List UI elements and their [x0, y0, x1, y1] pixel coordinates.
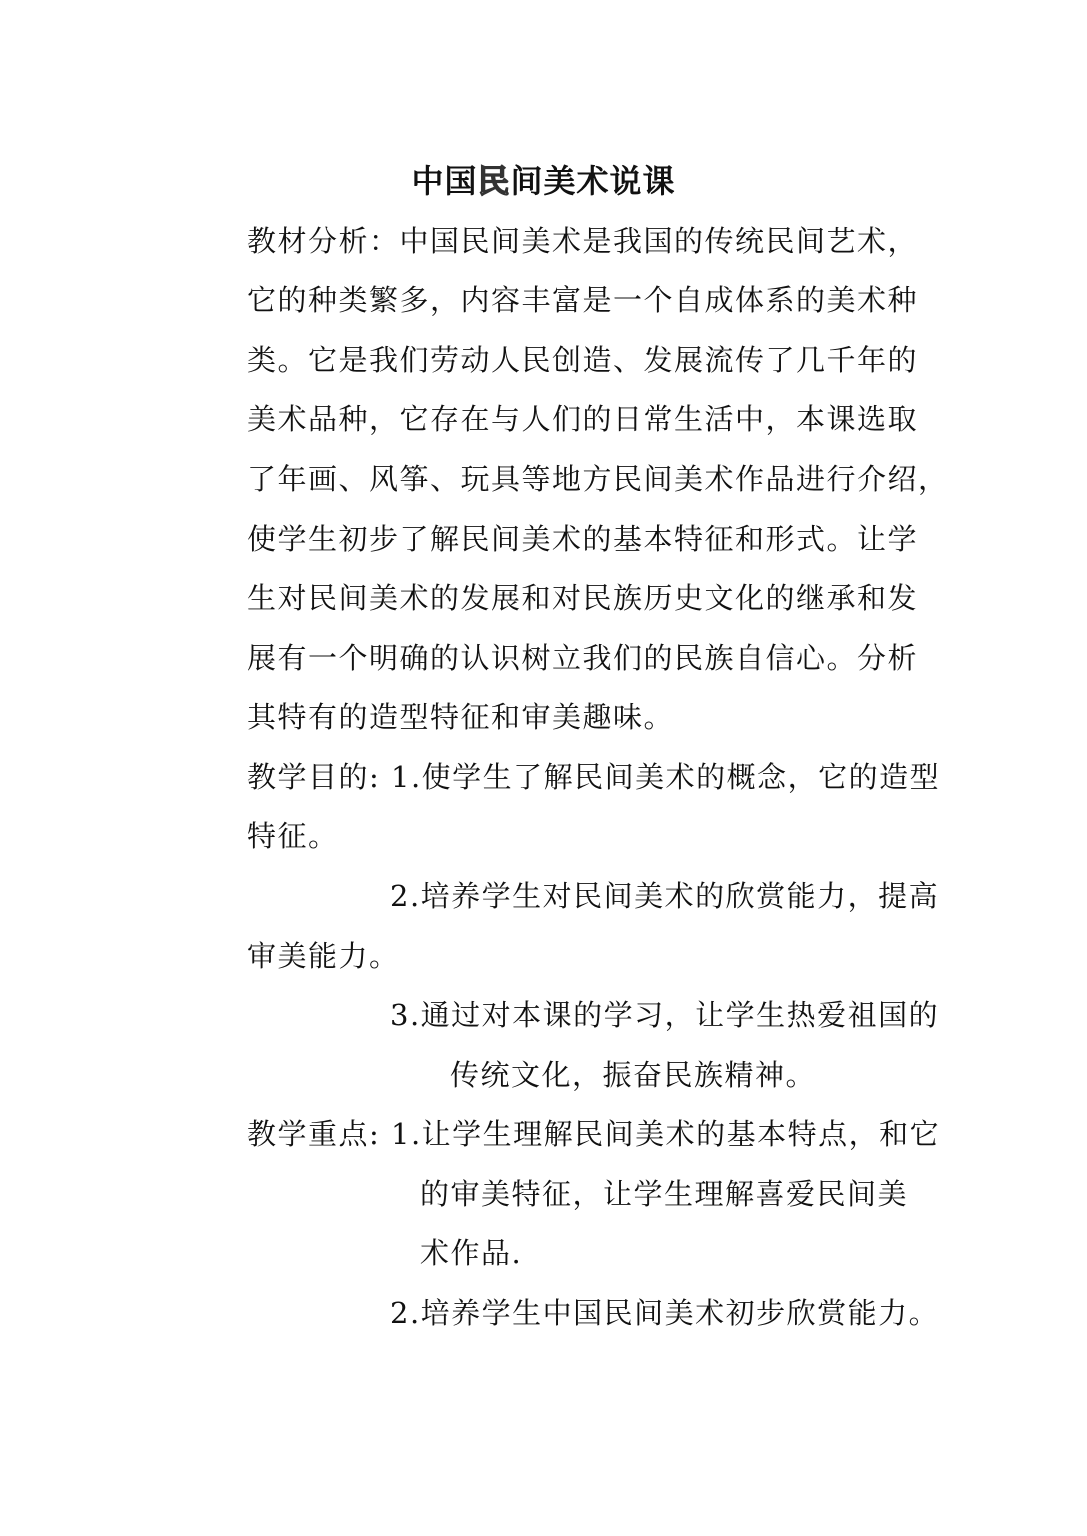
text-line-5: 了年画、风筝、玩具等地方民间美术作品进行介绍，: [247, 462, 949, 496]
document-title: [0, 154, 1087, 208]
text-line-2: 它的种类繁多，内容丰富是一个自成体系的美术种: [247, 283, 919, 317]
title-text-part1: 中国: [411, 162, 478, 200]
text-line-17: 的审美特征，让学生理解喜爱民间美: [420, 1177, 909, 1211]
text-line-1: 教材分析：中国民间美术是我国的传统民间艺术，: [247, 224, 919, 258]
title-text-part3: 间美术说课: [510, 162, 676, 200]
text-line-10: 教学目的: 1.使学生了解民间美术的概念，它的造型: [247, 760, 941, 794]
text-line-14: 3.通过对本课的学习，让学生热爱祖国的: [390, 998, 940, 1032]
text-line-4: 美术品种，它存在与人们的日常生活中，本课选取: [247, 402, 919, 436]
text-line-19: 2.培养学生中国民间美术初步欣赏能力。: [390, 1296, 940, 1330]
text-line-15: 传统文化，振奋民族精神。: [450, 1058, 817, 1092]
text-line-6: 使学生初步了解民间美术的基本特征和形式。让学: [247, 522, 919, 556]
text-line-16: 教学重点: 1.让学生理解民间美术的基本特点，和它: [247, 1117, 941, 1151]
text-line-13: 审美能力。: [247, 939, 400, 973]
text-line-18: 术作品.: [420, 1236, 523, 1270]
title-text-part2: 民: [477, 162, 511, 200]
text-line-12: 2.培养学生对民间美术的欣赏能力，提高: [390, 879, 940, 913]
text-line-7: 生对民间美术的发展和对民族历史文化的继承和发: [247, 581, 919, 615]
text-line-11: 特征。: [247, 819, 339, 853]
text-line-8: 展有一个明确的认识树立我们的民族自信心。分析: [247, 641, 919, 675]
text-line-9: 其特有的造型特征和审美趣味。: [247, 700, 675, 734]
text-line-3: 类。它是我们劳动人民创造、发展流传了几千年的: [247, 343, 919, 377]
